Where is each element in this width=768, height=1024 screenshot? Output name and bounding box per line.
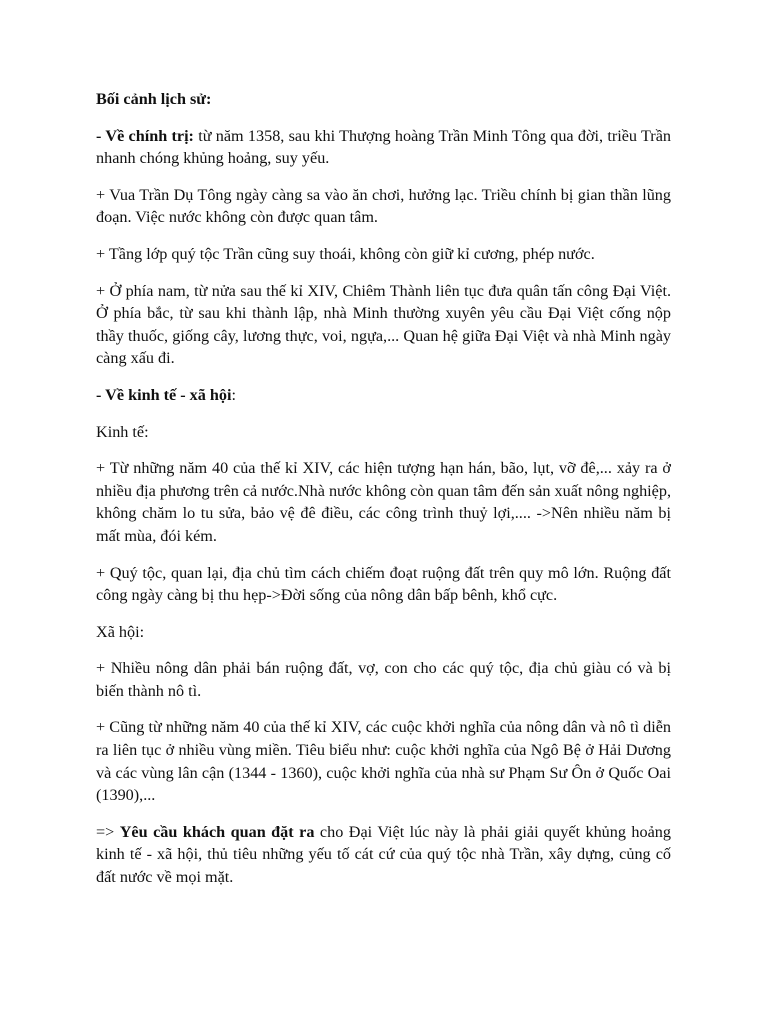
paragraph-land: + Quý tộc, quan lại, địa chủ tìm cách chiếm đoạt ruộng đất trên quy mô lớn. Ruộng đất công ngày càng bị thu hẹp->Đời sống của nông dân bấp bênh, khổ cực. [96, 563, 671, 605]
economy-social-heading [96, 384, 671, 407]
economy-social-label: - Về kinh tế - xã hội [96, 385, 232, 404]
paragraph-politics [96, 125, 671, 170]
economy-social-suffix: : [231, 385, 237, 404]
society-label: Xã hội: [96, 622, 145, 641]
conclusion-prefix: => [96, 822, 120, 841]
paragraph-nobility: + Tầng lớp quý tộc Trần cũng suy thoái, không còn giữ kỉ cương, phép nước. [96, 244, 595, 263]
paragraph-uprisings: + Cũng từ những năm 40 của thế kỉ XIV, các cuộc khởi nghĩa của nông dân và nô tì diễn ra liên tục ở nhiều vùng miền. Tiêu biểu như: cuộc khởi nghĩa của Ngô Bệ ở Hải Dương và các vùng lân cận (1344 - 1360), cuộc khởi nghĩa của nhà sư Phạm Sư Ôn ở Quốc Oai (1390),... [96, 718, 671, 805]
politics-text: từ năm 1358, sau khi Thượng hoàng Trần Minh Tông qua đời, triều Trần nhanh chóng khủng hoảng, suy yếu. [96, 126, 671, 168]
section-heading [96, 88, 671, 111]
paragraph-conclusion [96, 821, 671, 889]
paragraph-peasants: + Nhiều nông dân phải bán ruộng đất, vợ, con cho các quý tộc, địa chủ giàu có và bị biến thành nô tì. [96, 659, 671, 700]
paragraph-king: + Vua Trần Dụ Tông ngày càng sa vào ăn chơi, hưởng lạc. Triều chính bị gian thần lũng đoạn. Việc nước không còn được quan tâm. [96, 185, 671, 227]
document-page [96, 88, 671, 903]
economy-label: Kinh tế: [96, 422, 149, 441]
conclusion-bold: Yêu cầu khách quan đặt ra [119, 822, 315, 841]
conclusion-text: cho Đại Việt lúc này là phải giải quyết khủng hoảng kinh tế - xã hội, thủ tiêu những yếu tố cát cứ của quý tộc nhà Trần, xây dựng, củng cố đất nước về mọi mặt. [96, 822, 671, 887]
paragraph-foreign-relations: + Ở phía nam, từ nửa sau thế kỉ XIV, Chiêm Thành liên tục đưa quân tấn công Đại Việt. Ở phía bắc, từ sau khi thành lập, nhà Minh thường xuyên yêu cầu Đại Việt cống nộp thầy thuốc, giống cây, lương thực, voi, ngựa,... Quan hệ giữa Đại Việt và nhà Minh ngày càng xấu đi. [96, 281, 671, 368]
paragraph-disasters: + Từ những năm 40 của thế kỉ XIV, các hiện tượng hạn hán, bão, lụt, vỡ đê,... xảy ra ở nhiều địa phương trên cả nước.Nhà nước không còn quan tâm đến sản xuất nông nghiệp, không chăm lo tu sửa, bảo vệ đê điều, các công trình thuỷ lợi,.... ->Nên nhiều năm bị mất mùa, đói kém. [96, 459, 671, 545]
politics-label: - Về chính trị: [96, 126, 194, 145]
heading-text: Bối cảnh lịch sử: [96, 90, 212, 108]
